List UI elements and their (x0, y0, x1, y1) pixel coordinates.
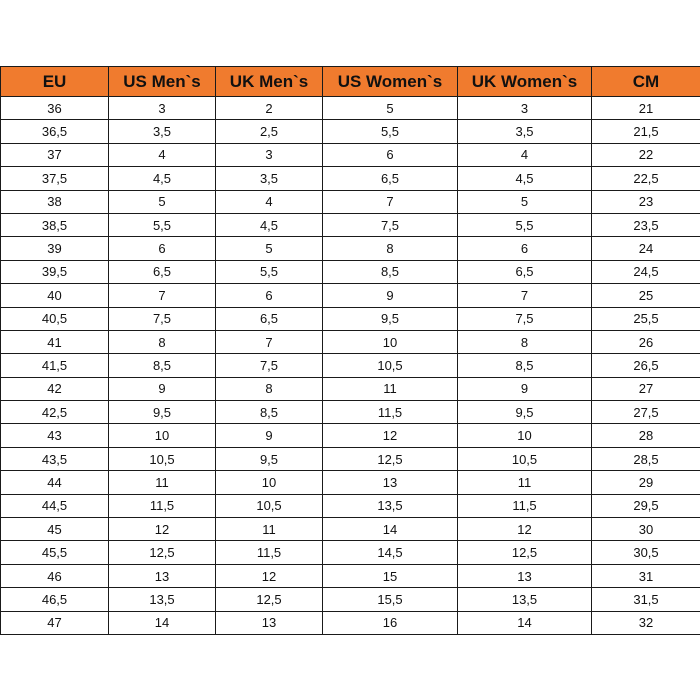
cell-us-mens: 5 (109, 190, 216, 213)
cell-uk-mens: 5,5 (216, 260, 323, 283)
cell-eu: 46 (1, 564, 109, 587)
table-row (1, 424, 700, 447)
table-row (1, 494, 700, 517)
table-row (1, 167, 700, 190)
table-row (1, 120, 700, 143)
table-row (1, 190, 700, 213)
cell-eu: 46,5 (1, 588, 109, 611)
table-row (1, 284, 700, 307)
cell-us-womens: 7 (323, 190, 458, 213)
cell-cm: 23 (592, 190, 700, 213)
cell-cm: 25,5 (592, 307, 700, 330)
cell-uk-womens: 7 (458, 284, 592, 307)
cell-cm: 21 (592, 97, 700, 120)
cell-uk-mens: 6 (216, 284, 323, 307)
cell-uk-womens: 11,5 (458, 494, 592, 517)
cell-uk-womens: 10,5 (458, 447, 592, 470)
cell-us-womens: 8 (323, 237, 458, 260)
header-row (1, 67, 700, 97)
table-row (1, 330, 700, 353)
cell-uk-mens: 6,5 (216, 307, 323, 330)
cell-uk-mens: 3,5 (216, 167, 323, 190)
size-conversion-table (0, 66, 700, 635)
cell-uk-mens: 8 (216, 377, 323, 400)
cell-us-womens: 6 (323, 143, 458, 166)
cell-us-womens: 11,5 (323, 401, 458, 424)
cell-uk-womens: 4,5 (458, 167, 592, 190)
cell-uk-womens: 10 (458, 424, 592, 447)
cell-cm: 32 (592, 611, 700, 634)
cell-uk-mens: 11,5 (216, 541, 323, 564)
cell-uk-mens: 10,5 (216, 494, 323, 517)
cell-us-mens: 13,5 (109, 588, 216, 611)
cell-us-womens: 12 (323, 424, 458, 447)
cell-uk-mens: 5 (216, 237, 323, 260)
cell-cm: 29,5 (592, 494, 700, 517)
cell-us-womens: 8,5 (323, 260, 458, 283)
table-row (1, 518, 700, 541)
cell-cm: 31,5 (592, 588, 700, 611)
cell-uk-mens: 9 (216, 424, 323, 447)
cell-eu: 37,5 (1, 167, 109, 190)
cell-eu: 45,5 (1, 541, 109, 564)
cell-us-mens: 11,5 (109, 494, 216, 517)
cell-us-womens: 14 (323, 518, 458, 541)
table-body (1, 97, 700, 635)
table-row (1, 611, 700, 634)
cell-eu: 39 (1, 237, 109, 260)
table-row (1, 447, 700, 470)
cell-us-mens: 4,5 (109, 167, 216, 190)
cell-uk-mens: 7 (216, 330, 323, 353)
cell-uk-womens: 12,5 (458, 541, 592, 564)
cell-uk-mens: 13 (216, 611, 323, 634)
cell-us-womens: 13,5 (323, 494, 458, 517)
cell-eu: 41 (1, 330, 109, 353)
cell-us-womens: 13 (323, 471, 458, 494)
cell-uk-mens: 7,5 (216, 354, 323, 377)
table-row (1, 564, 700, 587)
table-row (1, 307, 700, 330)
cell-uk-womens: 8 (458, 330, 592, 353)
cell-us-mens: 14 (109, 611, 216, 634)
column-header-eu: EU (1, 67, 109, 97)
table-row (1, 401, 700, 424)
cell-eu: 36 (1, 97, 109, 120)
cell-uk-womens: 11 (458, 471, 592, 494)
cell-uk-womens: 8,5 (458, 354, 592, 377)
table-row (1, 588, 700, 611)
table-row (1, 143, 700, 166)
cell-us-womens: 11 (323, 377, 458, 400)
cell-uk-womens: 12 (458, 518, 592, 541)
cell-eu: 40 (1, 284, 109, 307)
cell-us-womens: 16 (323, 611, 458, 634)
cell-uk-mens: 2,5 (216, 120, 323, 143)
column-header-cm: CM (592, 67, 700, 97)
cell-eu: 43 (1, 424, 109, 447)
cell-uk-womens: 5,5 (458, 213, 592, 236)
cell-us-mens: 3,5 (109, 120, 216, 143)
cell-uk-mens: 4,5 (216, 213, 323, 236)
cell-us-womens: 10 (323, 330, 458, 353)
cell-us-mens: 8 (109, 330, 216, 353)
cell-uk-womens: 9,5 (458, 401, 592, 424)
cell-us-mens: 7 (109, 284, 216, 307)
cell-us-womens: 10,5 (323, 354, 458, 377)
cell-uk-womens: 5 (458, 190, 592, 213)
cell-uk-mens: 11 (216, 518, 323, 541)
cell-uk-womens: 3 (458, 97, 592, 120)
table-row (1, 377, 700, 400)
cell-cm: 30 (592, 518, 700, 541)
cell-us-mens: 10 (109, 424, 216, 447)
cell-eu: 42,5 (1, 401, 109, 424)
cell-us-mens: 3 (109, 97, 216, 120)
cell-cm: 21,5 (592, 120, 700, 143)
cell-uk-womens: 9 (458, 377, 592, 400)
cell-eu: 36,5 (1, 120, 109, 143)
cell-us-mens: 11 (109, 471, 216, 494)
cell-us-mens: 7,5 (109, 307, 216, 330)
cell-uk-womens: 13,5 (458, 588, 592, 611)
cell-eu: 43,5 (1, 447, 109, 470)
cell-us-mens: 12,5 (109, 541, 216, 564)
cell-us-mens: 9 (109, 377, 216, 400)
cell-eu: 37 (1, 143, 109, 166)
cell-eu: 40,5 (1, 307, 109, 330)
table-row (1, 97, 700, 120)
cell-eu: 45 (1, 518, 109, 541)
cell-us-womens: 5,5 (323, 120, 458, 143)
cell-uk-mens: 12 (216, 564, 323, 587)
table-header (1, 67, 700, 97)
cell-us-mens: 5,5 (109, 213, 216, 236)
cell-us-womens: 9,5 (323, 307, 458, 330)
cell-cm: 27 (592, 377, 700, 400)
cell-cm: 23,5 (592, 213, 700, 236)
cell-us-womens: 5 (323, 97, 458, 120)
cell-us-womens: 14,5 (323, 541, 458, 564)
cell-uk-womens: 6,5 (458, 260, 592, 283)
cell-uk-womens: 7,5 (458, 307, 592, 330)
cell-eu: 42 (1, 377, 109, 400)
cell-us-mens: 12 (109, 518, 216, 541)
cell-cm: 31 (592, 564, 700, 587)
cell-cm: 28,5 (592, 447, 700, 470)
cell-cm: 22 (592, 143, 700, 166)
cell-us-mens: 6 (109, 237, 216, 260)
cell-us-mens: 9,5 (109, 401, 216, 424)
cell-cm: 26,5 (592, 354, 700, 377)
cell-cm: 24,5 (592, 260, 700, 283)
cell-uk-mens: 4 (216, 190, 323, 213)
cell-eu: 47 (1, 611, 109, 634)
cell-cm: 28 (592, 424, 700, 447)
cell-us-mens: 6,5 (109, 260, 216, 283)
cell-us-womens: 15 (323, 564, 458, 587)
table-row (1, 260, 700, 283)
cell-us-womens: 15,5 (323, 588, 458, 611)
cell-us-womens: 7,5 (323, 213, 458, 236)
cell-cm: 24 (592, 237, 700, 260)
cell-cm: 25 (592, 284, 700, 307)
table-row (1, 354, 700, 377)
cell-cm: 22,5 (592, 167, 700, 190)
cell-eu: 39,5 (1, 260, 109, 283)
cell-us-womens: 12,5 (323, 447, 458, 470)
cell-eu: 41,5 (1, 354, 109, 377)
table-row (1, 213, 700, 236)
cell-us-mens: 4 (109, 143, 216, 166)
cell-cm: 26 (592, 330, 700, 353)
cell-uk-mens: 2 (216, 97, 323, 120)
cell-uk-mens: 8,5 (216, 401, 323, 424)
cell-eu: 44,5 (1, 494, 109, 517)
table-row (1, 541, 700, 564)
cell-us-mens: 13 (109, 564, 216, 587)
cell-us-mens: 10,5 (109, 447, 216, 470)
table-row (1, 471, 700, 494)
cell-eu: 38,5 (1, 213, 109, 236)
cell-cm: 30,5 (592, 541, 700, 564)
column-header-us-mens: US Men`s (109, 67, 216, 97)
cell-cm: 27,5 (592, 401, 700, 424)
cell-uk-womens: 3,5 (458, 120, 592, 143)
cell-cm: 29 (592, 471, 700, 494)
column-header-uk-womens: UK Women`s (458, 67, 592, 97)
cell-uk-womens: 4 (458, 143, 592, 166)
cell-us-womens: 9 (323, 284, 458, 307)
cell-eu: 44 (1, 471, 109, 494)
cell-uk-womens: 6 (458, 237, 592, 260)
column-header-uk-mens: UK Men`s (216, 67, 323, 97)
cell-us-womens: 6,5 (323, 167, 458, 190)
cell-us-mens: 8,5 (109, 354, 216, 377)
cell-uk-mens: 12,5 (216, 588, 323, 611)
cell-eu: 38 (1, 190, 109, 213)
cell-uk-womens: 13 (458, 564, 592, 587)
column-header-us-womens: US Women`s (323, 67, 458, 97)
cell-uk-mens: 10 (216, 471, 323, 494)
cell-uk-mens: 9,5 (216, 447, 323, 470)
cell-uk-mens: 3 (216, 143, 323, 166)
table-row (1, 237, 700, 260)
cell-uk-womens: 14 (458, 611, 592, 634)
